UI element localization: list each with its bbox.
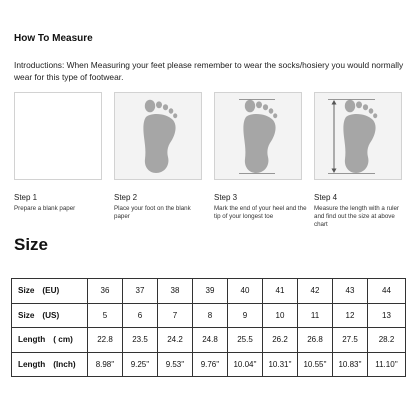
- row-header: [12, 328, 88, 353]
- table-cell: 40: [228, 279, 263, 304]
- table-cell: 9.76'': [193, 352, 228, 377]
- table-cell: 11: [298, 303, 333, 328]
- table-cell: 27.5: [333, 328, 368, 353]
- step-3-label: Step 3: [214, 193, 238, 202]
- row-label: Size: [18, 286, 35, 296]
- row-header: [12, 303, 88, 328]
- row-label: Length: [18, 359, 46, 369]
- step-2-image: [114, 92, 202, 180]
- table-cell: 42: [298, 279, 333, 304]
- table-cell: 26.8: [298, 328, 333, 353]
- row-header: [12, 352, 88, 377]
- size-table: [11, 278, 406, 377]
- step-4-desc: Measure the length with a ruler and find out the size at above chart: [314, 205, 399, 229]
- measure-arrow-icon: [315, 93, 403, 181]
- table-cell: 10: [263, 303, 298, 328]
- size-table-body: [12, 279, 406, 377]
- table-cell: 28.2: [368, 328, 406, 353]
- table-cell: 5: [88, 303, 123, 328]
- foot-outline-icon: [115, 93, 203, 181]
- table-cell: 24.8: [193, 328, 228, 353]
- table-cell: 6: [123, 303, 158, 328]
- table-cell: 22.8: [88, 328, 123, 353]
- table-row: [12, 328, 406, 353]
- table-row: [12, 352, 406, 377]
- row-label: Length: [18, 335, 46, 345]
- table-cell: 10.04'': [228, 352, 263, 377]
- row-unit: ( cm): [53, 335, 73, 345]
- step-1-desc: Prepare a blank paper: [14, 205, 76, 212]
- row-header: [12, 279, 88, 304]
- step-3-image: [214, 92, 302, 180]
- table-cell: 10.55'': [298, 352, 333, 377]
- table-cell: 41: [263, 279, 298, 304]
- table-cell: 9.25'': [123, 352, 158, 377]
- table-cell: 11.10'': [368, 352, 406, 377]
- table-row: [12, 303, 406, 328]
- how-to-measure-title: How To Measure: [14, 33, 93, 44]
- table-cell: 10.31'': [263, 352, 298, 377]
- table-cell: 38: [158, 279, 193, 304]
- table-cell: 8: [193, 303, 228, 328]
- table-cell: 43: [333, 279, 368, 304]
- step-2-label: Step 2: [114, 193, 138, 202]
- size-title: Size: [14, 235, 49, 254]
- table-cell: 44: [368, 279, 406, 304]
- step-2-desc: Place your foot on the blank paper: [114, 205, 191, 221]
- table-cell: 9.53'': [158, 352, 193, 377]
- table-cell: 37: [123, 279, 158, 304]
- table-cell: 13: [368, 303, 406, 328]
- row-unit: (US): [42, 310, 60, 320]
- table-cell: 9: [228, 303, 263, 328]
- row-unit: (Inch): [53, 359, 76, 369]
- table-cell: 12: [333, 303, 368, 328]
- table-cell: 39: [193, 279, 228, 304]
- table-cell: 10.83'': [333, 352, 368, 377]
- intro-text: Introductions: When Measuring your feet please remember to wear the socks/hosiery you would normally wear for this type of footwear.: [14, 60, 404, 82]
- table-cell: 8.98'': [88, 352, 123, 377]
- table-cell: 23.5: [123, 328, 158, 353]
- row-unit: (EU): [42, 286, 60, 296]
- step-3-desc: Mark the end of your heel and the tip of your longest toe: [214, 205, 307, 221]
- foot-marked-icon: [215, 93, 303, 181]
- table-cell: 24.2: [158, 328, 193, 353]
- step-1-label: Step 1: [14, 193, 38, 202]
- step-1-image: [14, 92, 102, 180]
- table-cell: 25.5: [228, 328, 263, 353]
- table-row: [12, 279, 406, 304]
- step-4-label: Step 4: [314, 193, 338, 202]
- row-label: Size: [18, 310, 35, 320]
- table-cell: 7: [158, 303, 193, 328]
- table-cell: 36: [88, 279, 123, 304]
- step-4-image: [314, 92, 402, 180]
- table-cell: 26.2: [263, 328, 298, 353]
